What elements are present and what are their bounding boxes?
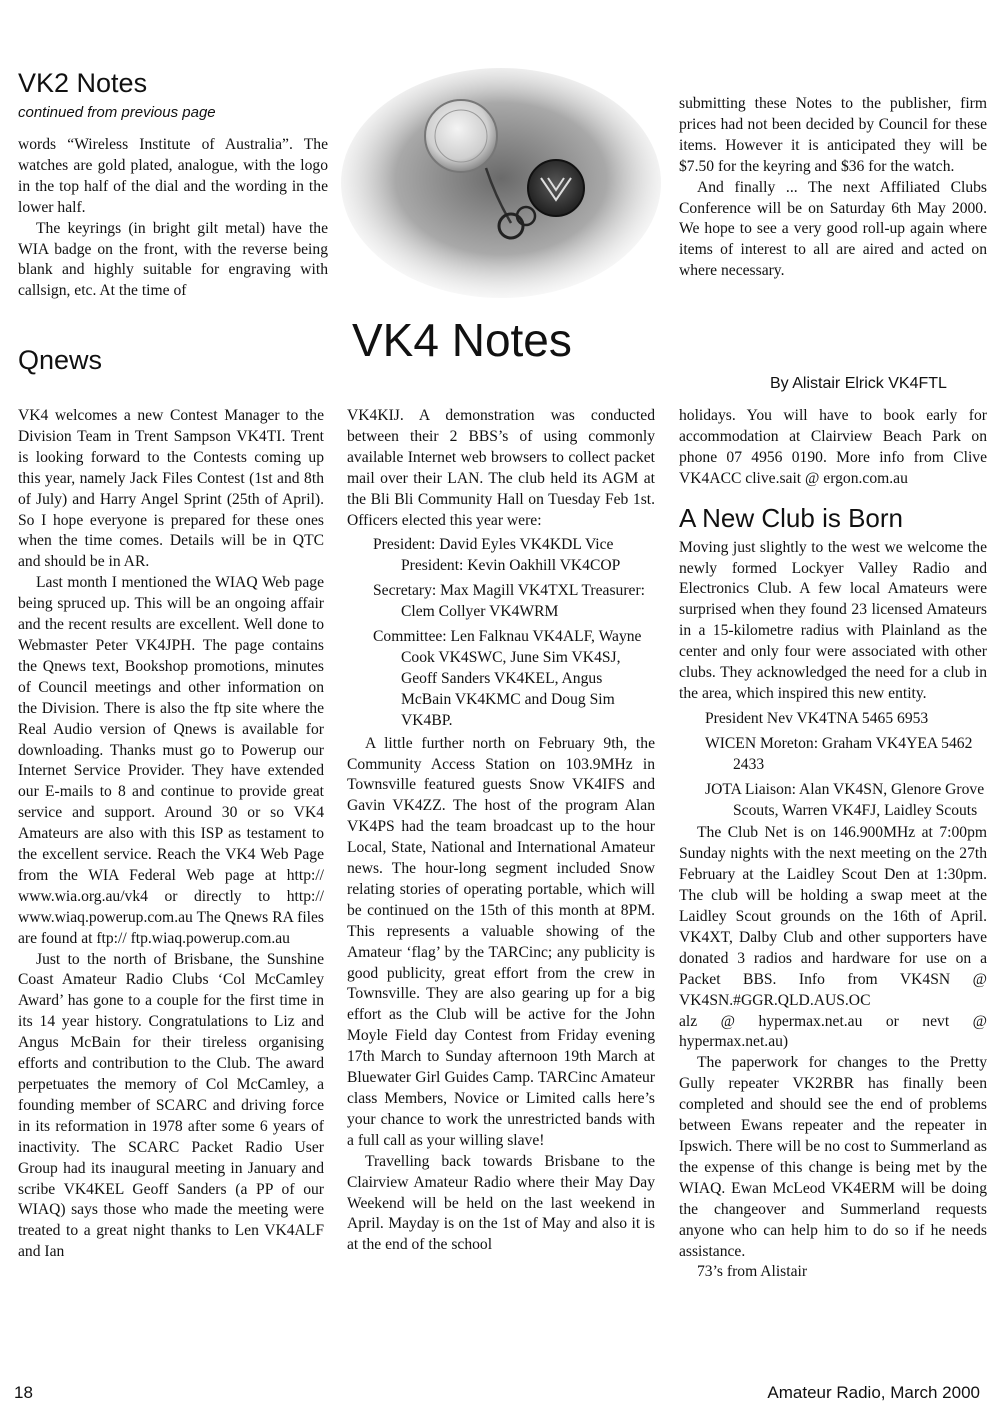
club-officer-entry: JOTA Liaison: Alan VK4SN, Glenore Grove Scouts, Warren VK4FJ, Laidley Scouts [705, 780, 985, 819]
col2-intro: VK4KIJ. A demonstration was conducted between their 2 BBS’s of using commonly available Internet web browsers to collect packet mail over their LAN. The club held its AGM at the Bli Bli Community Hall on Tuesday Feb 1st. Officers elected this year were: [347, 407, 655, 529]
qnews-heading: Qnews [18, 345, 103, 375]
col3-para: 73’s from Alistair [697, 1263, 808, 1281]
page-number: 18 [14, 1383, 33, 1402]
publication-info: Amateur Radio, March 2000 [767, 1383, 980, 1402]
vk2-right-para: And finally ... The next Affiliated Clubs Conference will be on Saturday 6th May 2000. We hope to see a very good roll-up again where items of interest to all are aired and acted on where necessary. [679, 178, 987, 280]
watch-face-icon [425, 100, 497, 172]
column-3 [679, 406, 987, 1283]
col3-para: The paperwork for changes to the Pretty Gully repeater VK2RBR has finally been completed and should see the end of problems between Ewans repeater and the repeater in Ipswich. There will be no cost to Summerland as the expense of this change is being met by the WIAQ. Ewan McLeod VK4ERM will be doing the changeover and Summerland requests anyone who can help him to do so if he needs assistance. [679, 1054, 987, 1260]
club-officer-entry: President Nev VK4TNA 5465 6953 [705, 709, 929, 727]
col2-para: Travelling back towards Brisbane to the Clairview Amateur Radio where their May Day Weekend will be held on the last weekend in April. Mayday is on the 1st of May and also it is at the end of the school [347, 1152, 655, 1254]
keyring-fob-icon [528, 160, 584, 216]
col1-para: Last month I mentioned the WIAQ Web page being spruced up. This will be an ongoing affair and the recent results are excellent. Well done to Webmaster Peter VK4JPH. The page contains the Qnews text, Bookshop promotions, minutes of Council meetings and other information on the Division. There is also the ftp site where the Real Audio version of Qnews is available for downloading. Thanks must go to Powerup our Internet Service Provider. They have extended our E-mails to 8 and continue to provide great service and support. Around 30 or so VK4 Amateurs are also with this ISP as testament to the excellent service. Reach the VK4 Web Page from the WIA Federal Web page at http:// www.wia.org.au/vk4 or directly to http:// www.wiaq.powerup.com.au The Qnews RA files are found at ftp:// ftp.wiaq.powerup.com.au [18, 574, 324, 947]
vk2-right-para: submitting these Notes to the publisher, firm prices had not been decided by Council for these items. However it is anticipated they will be $7.50 for the keyring and $36 for the watch. [679, 95, 987, 175]
col3-intro: holidays. You will have to book early for accommodation at Clairview Beach Park on phone 07 4956 0190. More info from Clive VK4ACC clive.sait @ ergon.com.au [679, 407, 987, 487]
col1-para: VK4 welcomes a new Contest Manager to the Division Team in Trent Sampson VK4TI. Trent is looking forward to the Contests coming up this year, namely Jack Files Contest (1st and 8th of July) and Harry Angel Sprint (25th of April). So I hope everyone is prepared for these ones when the time comes. Details will be in QTC and should be in AR. [18, 407, 324, 571]
new-club-heading: A New Club is Born [679, 502, 903, 533]
column-2 [347, 406, 655, 1256]
officer-entry: President: David Eyles VK4KDL Vice President: Kevin Oakhill VK4COP [373, 536, 621, 575]
vk2-continued: continued from previous page [18, 104, 216, 121]
vk2-left-column [18, 135, 328, 302]
vk2-left-para: The keyrings (in bright gilt metal) have the WIA badge on the front, with the reverse being blank and highly suitable for engraving with callsign, etc. At the time of [18, 219, 328, 300]
col3-para: alz @ hypermax.net.au or nevt @ hypermax.net.au) [679, 1012, 987, 1051]
column-1 [18, 406, 324, 1263]
vk4-title: VK4 Notes [352, 314, 572, 366]
club-officer-entry: WICEN Moreton: Graham VK4YEA 5462 2433 [705, 734, 973, 773]
col3-para: The Club Net is on 146.900MHz at 7:00pm Sunday nights with the next meeting on the 27th February at the Laidley Scout Den at 1:30pm. The club will be holding a swap meet at the Laidley Scout grounds on the 16th of April. VK4XT, Dalby Club and other supporters have donated 3 radios and hardware for use on a Packet BBS. Info from VK4SN @ VK4SN.#GGR.QLD.AUS.OC [679, 824, 987, 1009]
officer-entry: Committee: Len Falknau VK4ALF, Wayne Cook VK4SWC, June Sim VK4SJ, Geoff Sanders VK4KEL, Angus McBain VK4KMC and Doug Sim VK4BP. [373, 628, 642, 729]
watch-keyring-photo [336, 58, 666, 303]
new-club-para: Moving just slightly to the west we welcome the newly formed Lockyer Valley Radio and Electronics Club. A few local Amateurs were surprised when they found 23 licensed Amateurs in a 15-kilometre radius with Plainland as the center and only four were associated with other clubs. They acknowledged the need for a club in the area, which inspired this new entity. [679, 538, 987, 702]
vk2-left-para: words “Wireless Institute of Australia”. The watches are gold plated, analogue, with the logo in the top half of the dial and the wording in the lower half. [18, 136, 328, 216]
col1-para: Just to the north of Brisbane, the Sunshine Coast Amateur Radio Clubs ‘Col McCamley Award’ has gone to a couple for the first time in its 14 year history. Congratulations to Liz and Angus McBain for their tireless organising efforts and contribution to the Club. The award perpetuates the memory of Col McCamley, a founding member of SCARC and driving force in its reformation in 1978 after some 6 years of inactivity. The SCARC Packet Radio User Group had its inaugural meeting in January and scribe VK4KEL Geoff Sanders (a PP of our WIAQ) says those who made the meeting were treated to a great night thanks to Len VK4ALF and Ian [18, 950, 324, 1261]
vk2-right-column [679, 94, 987, 282]
col2-para: A little further north on February 9th, the Community Access Station on 103.9MHz in Townsville featured guests Snow VK4IFS and Gavin VK4ZZ. The host of the program Alan VK4PS had the team broadcast up to the hour Local, State, National and International Amateur news. The hour-long segment included Snow relating stories of operating portable, which will be continued on the 15th of this month at 8PM. This represents a valuable showing of the Amateur ‘flag’ by the TARCinc; any publicity is good publicity, great effort from the crew in Townsville. They are also gearing up for a big effort as the Club will be active for the John Moyle Field day Contest from Friday evening 17th March to Sunday afternoon 19th March at Bluewater Girl Guides Camp. TARCinc Amateur class Members, Novice or Limited calls here’s your chance to work the unrestricted bands with a full call as your willing slave! [347, 734, 655, 1149]
byline: By Alistair Elrick VK4FTL [770, 375, 947, 392]
officer-entry: Secretary: Max Magill VK4TXL Treasurer: Clem Collyer VK4WRM [373, 582, 645, 621]
vk2-heading: VK2 Notes [18, 68, 148, 98]
